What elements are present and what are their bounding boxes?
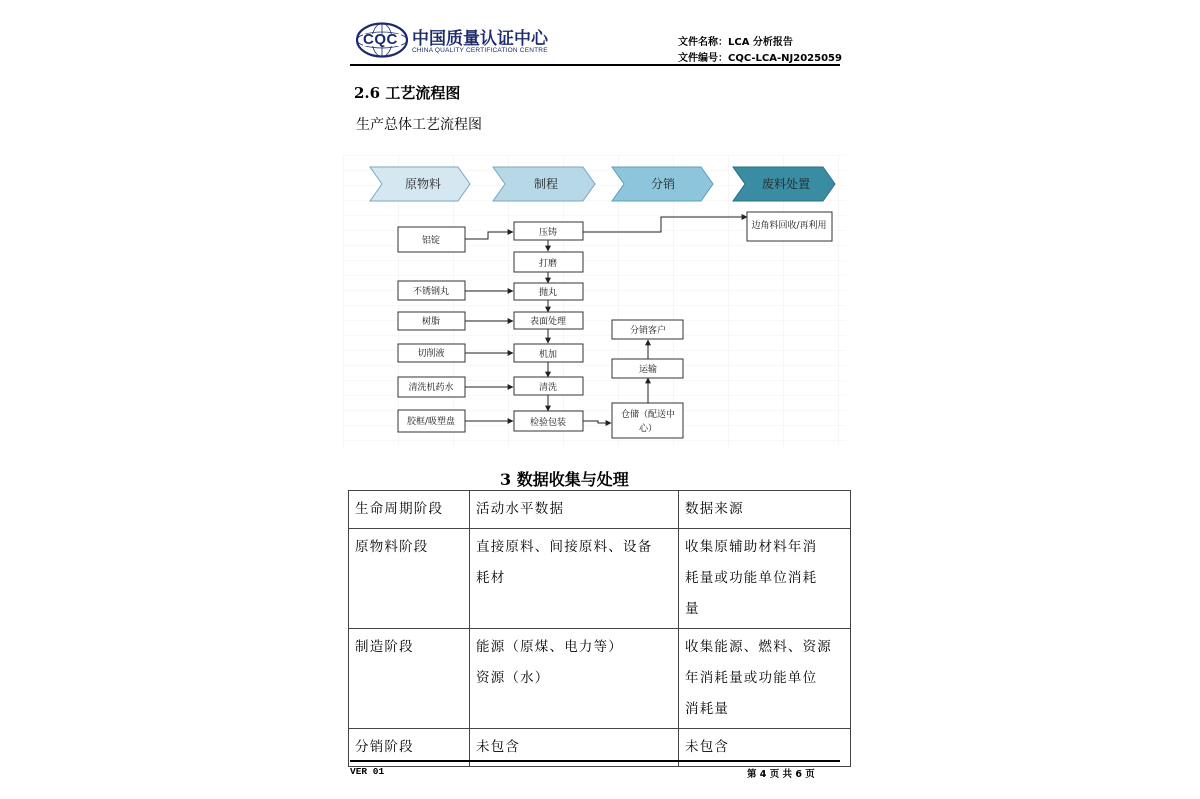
transport-label: 运输 bbox=[638, 365, 658, 375]
cell-line: 未包含 bbox=[476, 739, 521, 755]
waste-label: 边角料回收/再利用 bbox=[751, 221, 827, 231]
table-cell bbox=[679, 629, 851, 729]
process-label: 打磨 bbox=[538, 259, 558, 269]
table-cell bbox=[470, 529, 679, 629]
cell-line: 直接原料、间接原料、设备 bbox=[476, 539, 653, 555]
stage-chevron-distribution bbox=[612, 167, 713, 201]
org-name-en: CHINA QUALITY CERTIFICATION CENTRE bbox=[412, 47, 548, 54]
footer-page-number: 第 4 页 共 6 页 bbox=[747, 769, 815, 780]
table-header-cell: 数据来源 bbox=[679, 491, 851, 529]
process-label: 清洗 bbox=[538, 383, 558, 393]
input-label: 胶框/吸塑盘 bbox=[406, 417, 456, 427]
cell-line: 量 bbox=[685, 601, 700, 617]
cell-line: 耗材 bbox=[476, 570, 506, 586]
section-title: 2.6 工艺流程图 bbox=[354, 84, 461, 102]
warehouse-label-line2: 心） bbox=[638, 424, 658, 434]
section-subtitle: 生产总体工艺流程图 bbox=[356, 117, 482, 133]
org-name-cn: 中国质量认证中心 bbox=[412, 29, 548, 49]
cell-line: 收集原辅助材料年消 bbox=[685, 539, 818, 555]
file-code: 文件编号：CQC-LCA-NJ2025059 bbox=[678, 53, 842, 64]
process-label: 机加 bbox=[538, 350, 558, 360]
stage-label-waste: 废料处置 bbox=[761, 177, 811, 191]
file-name: 文件名称：LCA 分析报告 bbox=[678, 37, 793, 48]
warehouse-label: 仓储（配送中 bbox=[620, 410, 676, 420]
logo-wordmark: CQC bbox=[363, 31, 398, 48]
table-row bbox=[349, 629, 851, 729]
table-header-cell: 活动水平数据 bbox=[470, 491, 679, 529]
cell-line: 能源（原煤、电力等） bbox=[476, 639, 623, 655]
cell-line: 收集能源、燃料、资源 bbox=[685, 639, 832, 655]
footer-rule bbox=[350, 760, 840, 762]
process-label: 抛丸 bbox=[538, 288, 558, 298]
stage-label-process: 制程 bbox=[533, 177, 559, 191]
table-header-cell: 生命周期阶段 bbox=[349, 491, 470, 529]
table-title: 3 数据收集与处理 bbox=[500, 470, 629, 489]
stage-chevron-raw bbox=[370, 167, 470, 201]
cell-line: 未包含 bbox=[685, 739, 730, 755]
table-cell bbox=[679, 529, 851, 629]
input-label: 清洗机药水 bbox=[408, 383, 454, 393]
cell-line: 资源（水） bbox=[476, 670, 550, 686]
input-label: 不锈钢丸 bbox=[412, 287, 450, 297]
stage-chevron-process bbox=[493, 167, 595, 201]
stage-label-raw: 原物料 bbox=[404, 177, 442, 191]
header-rule bbox=[350, 64, 840, 66]
process-label: 压铸 bbox=[538, 228, 558, 238]
stage-label-distribution: 分销 bbox=[650, 177, 676, 191]
process-label: 表面处理 bbox=[529, 317, 567, 327]
input-label: 切削液 bbox=[417, 349, 445, 359]
cell-line: 年消耗量或功能单位 bbox=[685, 670, 818, 686]
stage-chevron-waste bbox=[733, 167, 835, 201]
input-label: 铝锭 bbox=[421, 236, 441, 246]
data-collection-table bbox=[348, 490, 851, 767]
footer-version: VER 01 bbox=[350, 766, 385, 777]
table-cell: 制造阶段 bbox=[349, 629, 470, 729]
table-cell: 分销阶段 bbox=[349, 729, 470, 767]
customer-label: 分销客户 bbox=[629, 326, 667, 336]
cell-line: 耗量或功能单位消耗 bbox=[685, 570, 818, 586]
cell-line: 消耗量 bbox=[685, 701, 730, 717]
process-flow-diagram bbox=[343, 155, 846, 447]
table-cell bbox=[470, 629, 679, 729]
input-label: 树脂 bbox=[421, 317, 441, 327]
table-cell: 原物料阶段 bbox=[349, 529, 470, 629]
table-header-row bbox=[349, 491, 851, 529]
process-label: 检验包装 bbox=[529, 418, 567, 428]
table-row bbox=[349, 529, 851, 629]
